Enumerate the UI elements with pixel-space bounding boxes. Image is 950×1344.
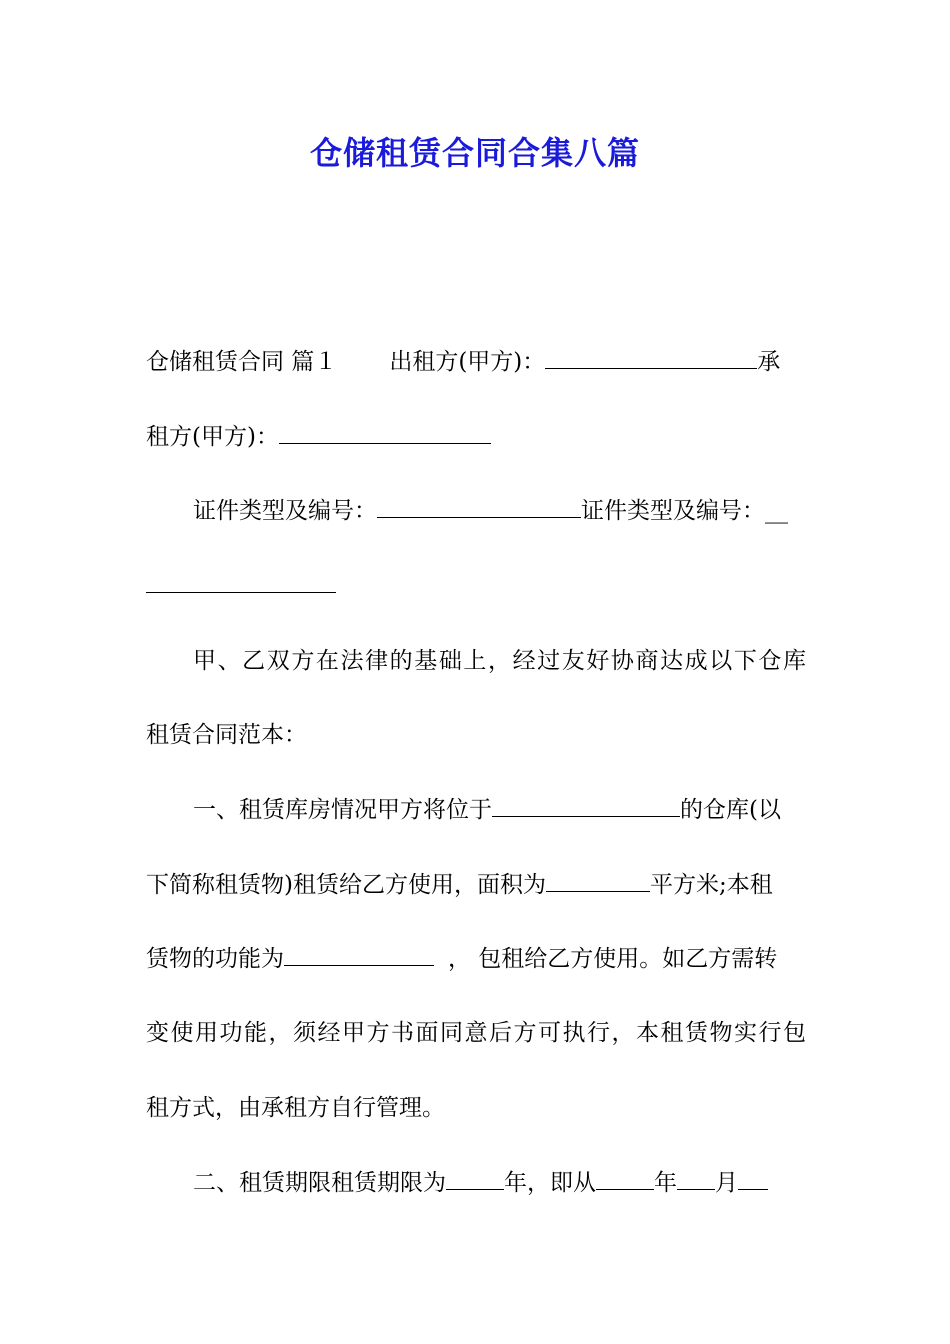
text-span: 一、租赁库房情况甲方将位于 — [193, 797, 492, 823]
paragraph-line — [193, 794, 806, 825]
paragraph-line — [193, 495, 806, 526]
paragraph-line — [146, 570, 806, 601]
text-span: 月 — [715, 1170, 738, 1196]
text-span: 下简称租赁物)租赁给乙方使用，面积为 — [146, 872, 546, 898]
text-span: 甲、乙双方在法律的基础上，经过友好协商达成以下仓库 — [193, 648, 806, 674]
paragraph-line — [193, 646, 806, 676]
text-span: 租方式，由承租方自行管理。 — [146, 1095, 445, 1121]
fill-blank — [284, 943, 434, 966]
text-span: 赁物的功能为 — [146, 946, 284, 972]
paragraph-line — [193, 1167, 806, 1198]
text-span: 出租方(甲方)： — [389, 349, 546, 375]
text-span: 平方米;本租 — [649, 872, 773, 898]
fill-blank — [738, 1167, 768, 1190]
fill-blank — [677, 1167, 715, 1190]
text-span: ， 包租给乙方使用。如乙方需转 — [448, 946, 778, 972]
text-span: 证件类型及编号：__ — [581, 498, 788, 524]
text-span: 年 — [654, 1170, 677, 1196]
paragraph-line — [146, 421, 806, 452]
fill-blank — [546, 869, 650, 892]
text-span: 租方(甲方)： — [146, 424, 279, 450]
fill-blank — [492, 794, 680, 817]
paragraph-line — [146, 720, 806, 750]
fill-blank — [446, 1167, 504, 1190]
fill-blank — [377, 495, 581, 518]
text-span: 租赁合同范本： — [146, 722, 307, 748]
paragraph-line — [146, 1093, 806, 1123]
text-span: 的仓库(以 — [680, 797, 781, 823]
text-span: 年，即从 — [504, 1170, 596, 1196]
fill-blank — [146, 570, 336, 593]
paragraph-line — [146, 1018, 806, 1048]
fill-blank — [279, 421, 491, 444]
text-span: 二、租赁期限租赁期限为 — [193, 1170, 446, 1196]
text-span: 证件类型及编号： — [193, 498, 377, 524]
paragraph-line — [146, 869, 806, 900]
paragraph-line — [146, 346, 806, 377]
document-title: 仓储租赁合同合集八篇 — [309, 134, 640, 172]
fill-blank — [545, 346, 757, 369]
text-span: 仓储租赁合同 篇１ — [146, 349, 338, 375]
text-span: 承 — [757, 349, 781, 375]
fill-blank — [596, 1167, 654, 1190]
paragraph-line — [146, 943, 806, 974]
text-span: 变使用功能，须经甲方书面同意后方可执行，本租赁物实行包 — [146, 1020, 806, 1046]
